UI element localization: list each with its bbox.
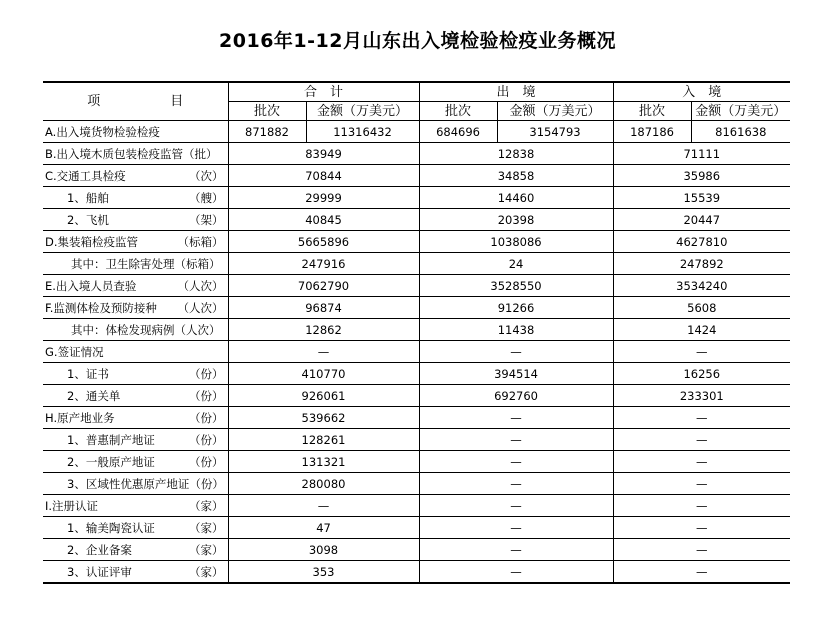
table-cell-total: 353 [228, 561, 419, 584]
row-unit: （份） [189, 410, 224, 425]
table-cell-inbound: 71111 [613, 143, 790, 165]
table-cell-outbound: 3528550 [419, 275, 613, 297]
row-unit: （架） [189, 212, 224, 227]
project-header-right: 目 [170, 94, 184, 109]
table-cell-inbound: — [613, 451, 790, 473]
row-label [43, 121, 228, 143]
row-unit: （艘） [189, 190, 224, 205]
table-cell-outbound: — [419, 561, 613, 584]
table-cell-inbound: — [613, 407, 790, 429]
table-cell: 11316432 [306, 121, 419, 143]
group-header-total: 合 计 [228, 82, 419, 102]
sub-header-amount: 金额（万美元） [691, 102, 790, 121]
table-cell-inbound: 3534240 [613, 275, 790, 297]
row-label [43, 187, 228, 209]
table-cell-outbound: 11438 [419, 319, 613, 341]
table-cell-inbound: — [613, 429, 790, 451]
table-cell-inbound: — [613, 561, 790, 584]
table-cell-outbound: — [419, 539, 613, 561]
table-row [43, 561, 790, 584]
table-cell-total: 12862 [228, 319, 419, 341]
table-cell-outbound: — [419, 517, 613, 539]
table-cell-outbound: 20398 [419, 209, 613, 231]
row-label-text: A.出入境货物检验检疫 [45, 124, 160, 139]
row-label [43, 561, 228, 584]
group-header-outbound: 出 境 [419, 82, 613, 102]
table-row-goods [43, 121, 790, 143]
table-cell-outbound: 24 [419, 253, 613, 275]
table-cell: 684696 [419, 121, 497, 143]
row-unit: （份） [189, 388, 224, 403]
table-cell-outbound: 394514 [419, 363, 613, 385]
table-row [43, 297, 790, 319]
table-cell-inbound: — [613, 517, 790, 539]
table-cell-inbound: — [613, 473, 790, 495]
table-row [43, 363, 790, 385]
table-cell-total: 247916 [228, 253, 419, 275]
row-label [43, 517, 228, 539]
table-cell-total: 128261 [228, 429, 419, 451]
table-cell-outbound: — [419, 429, 613, 451]
row-label [43, 341, 228, 363]
table-row [43, 385, 790, 407]
table-cell-inbound: — [613, 495, 790, 517]
table-cell-inbound: 4627810 [613, 231, 790, 253]
row-label-text: F.监测体检及预防接种 [45, 300, 157, 315]
table-cell-inbound: — [613, 341, 790, 363]
row-unit: （份） [189, 432, 224, 447]
row-unit: （家） [189, 498, 224, 513]
table-cell-outbound: — [419, 407, 613, 429]
table-cell: 187186 [613, 121, 691, 143]
table-row [43, 187, 790, 209]
table-body [43, 82, 790, 583]
page-title: 2016年1-12月山东出入境检验检疫业务概况 [219, 30, 616, 52]
row-unit: （人次） [177, 278, 224, 293]
table-cell-inbound: 233301 [613, 385, 790, 407]
row-label [43, 473, 228, 495]
row-label-text: G.签证情况 [45, 344, 104, 359]
table-cell-total: 539662 [228, 407, 419, 429]
table-row [43, 319, 790, 341]
table-row [43, 165, 790, 187]
row-label-text: 2、一般原产地证 [67, 454, 155, 469]
row-label-text: 3、认证评审 [67, 564, 132, 579]
row-label [43, 495, 228, 517]
row-label-text: 1、证书 [67, 366, 109, 381]
row-label [43, 165, 228, 187]
sub-header-batches: 批次 [419, 102, 497, 121]
table-cell-outbound: 12838 [419, 143, 613, 165]
row-label-text: 其中：卫生除害处理（标箱） [71, 256, 221, 271]
row-label-text: D.集装箱检疫监管 [45, 234, 139, 249]
row-label [43, 209, 228, 231]
row-unit: （次） [189, 168, 224, 183]
sub-header-amount: 金额（万美元） [497, 102, 613, 121]
row-label [43, 275, 228, 297]
table-cell: 871882 [228, 121, 306, 143]
table-cell-total: 70844 [228, 165, 419, 187]
table-row [43, 209, 790, 231]
row-label [43, 385, 228, 407]
sub-header-amount: 金额（万美元） [306, 102, 419, 121]
table-cell-total: 96874 [228, 297, 419, 319]
row-label-text: C.交通工具检疫 [45, 168, 126, 183]
table-cell-outbound: — [419, 473, 613, 495]
row-label [43, 451, 228, 473]
row-label-text: B.出入境木质包装检疫监管（批） [45, 146, 218, 161]
project-header-left: 项 [87, 94, 101, 109]
row-unit: （份） [189, 454, 224, 469]
table-row [43, 539, 790, 561]
row-unit: （家） [189, 520, 224, 535]
row-label [43, 319, 228, 341]
table-cell-total: 3098 [228, 539, 419, 561]
table-cell-inbound: 5608 [613, 297, 790, 319]
row-unit: （家） [189, 564, 224, 579]
table-cell-total: 83949 [228, 143, 419, 165]
row-label [43, 539, 228, 561]
row-unit: （份） [189, 366, 224, 381]
row-label-text: 2、企业备案 [67, 542, 132, 557]
row-label [43, 429, 228, 451]
table-cell-inbound: 1424 [613, 319, 790, 341]
table-row [43, 517, 790, 539]
summary-table [43, 81, 790, 584]
table-cell-total: 410770 [228, 363, 419, 385]
row-label-text: 1、普惠制产地证 [67, 432, 155, 447]
table-cell-total: — [228, 495, 419, 517]
table-cell-inbound: 247892 [613, 253, 790, 275]
table-cell-total: 5665896 [228, 231, 419, 253]
row-label [43, 297, 228, 319]
table-row [43, 429, 790, 451]
row-label-text: 1、输美陶瓷认证 [67, 520, 155, 535]
table-cell-outbound: — [419, 495, 613, 517]
row-label [43, 407, 228, 429]
row-label-text: H.原产地业务 [45, 410, 115, 425]
sub-header-batches: 批次 [613, 102, 691, 121]
row-label-text: 其中：体检发现病例（人次） [71, 322, 221, 337]
table-cell-outbound: 692760 [419, 385, 613, 407]
table-cell-outbound: — [419, 341, 613, 363]
row-label-text: 2、飞机 [67, 212, 109, 227]
table-cell-total: — [228, 341, 419, 363]
table-cell-total: 926061 [228, 385, 419, 407]
table-cell-inbound: — [613, 539, 790, 561]
table-cell-outbound: 91266 [419, 297, 613, 319]
row-label [43, 363, 228, 385]
header-row-groups [43, 82, 790, 102]
table-cell-inbound: 20447 [613, 209, 790, 231]
table-cell-total: 29999 [228, 187, 419, 209]
table-cell-total: 7062790 [228, 275, 419, 297]
row-label [43, 143, 228, 165]
table-cell-total: 40845 [228, 209, 419, 231]
row-label [43, 231, 228, 253]
row-unit: （家） [189, 542, 224, 557]
group-header-inbound: 入 境 [613, 82, 790, 102]
sub-header-batches: 批次 [228, 102, 306, 121]
table-row [43, 341, 790, 363]
table-cell-total: 131321 [228, 451, 419, 473]
table-cell-total: 280080 [228, 473, 419, 495]
table-cell-inbound: 35986 [613, 165, 790, 187]
table-cell: 3154793 [497, 121, 613, 143]
project-header [43, 82, 228, 121]
row-label [43, 253, 228, 275]
table-cell-inbound: 16256 [613, 363, 790, 385]
table-row [43, 495, 790, 517]
table-cell-inbound: 15539 [613, 187, 790, 209]
table-row [43, 407, 790, 429]
row-label-text: I.注册认证 [45, 498, 99, 513]
table-row [43, 253, 790, 275]
table-cell-outbound: 1038086 [419, 231, 613, 253]
row-label-text: 1、船舶 [67, 190, 109, 205]
table-row [43, 143, 790, 165]
row-label-text: 2、通关单 [67, 388, 121, 403]
table-row [43, 231, 790, 253]
table-cell-outbound: — [419, 451, 613, 473]
table-row [43, 275, 790, 297]
table-cell: 8161638 [691, 121, 790, 143]
table-cell-outbound: 34858 [419, 165, 613, 187]
table-row [43, 473, 790, 495]
table-row [43, 451, 790, 473]
table-cell-total: 47 [228, 517, 419, 539]
row-label-text: E.出入境人员查验 [45, 278, 137, 293]
row-unit: （人次） [177, 300, 224, 315]
row-unit: （标箱） [177, 234, 224, 249]
table-cell-outbound: 14460 [419, 187, 613, 209]
row-label-text: 3、区域性优惠原产地证（份） [67, 476, 224, 491]
